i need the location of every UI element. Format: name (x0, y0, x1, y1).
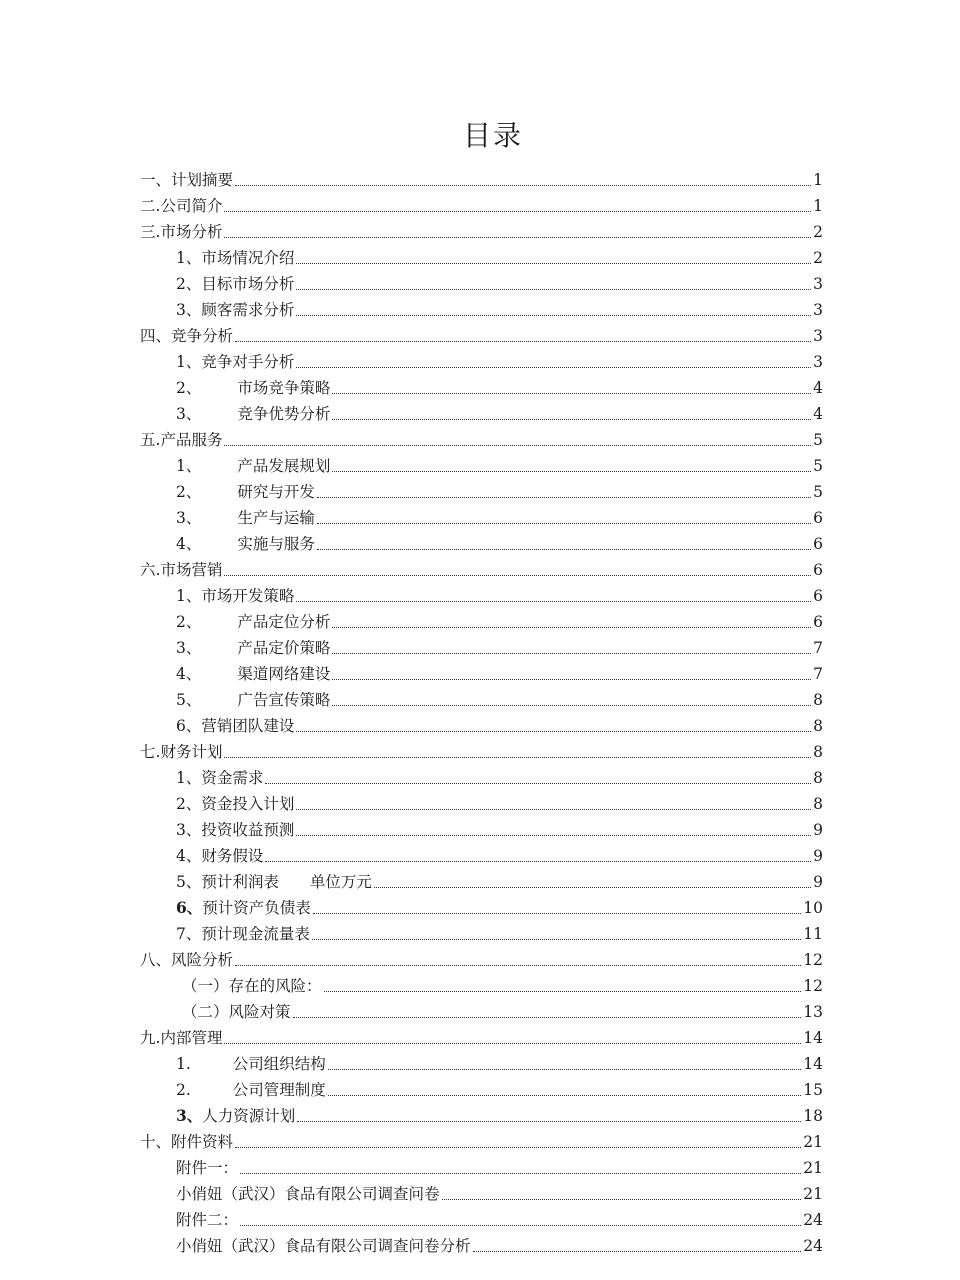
toc-leader-dots (224, 237, 811, 238)
toc-entry-number: 二. (140, 197, 161, 215)
toc-entry-label: 市场开发策略 (201, 587, 295, 605)
toc-subentry[interactable] (0, 710, 823, 736)
toc-entry-label: 预计资产负债表 (202, 899, 311, 917)
toc-entry-label: 市场竞争策略 (237, 379, 331, 397)
toc-page-number: 6 (813, 509, 823, 527)
toc-page-number: 8 (813, 795, 823, 813)
toc-entry-label: 产品定位分析 (237, 613, 331, 631)
toc-page-number: 24 (803, 1237, 823, 1255)
toc-page-number: 1 (813, 197, 823, 215)
toc-entry-label: 广告宣传策略 (237, 691, 331, 709)
toc-entry-number: 6、 (176, 898, 203, 917)
toc-leader-dots (224, 1043, 801, 1044)
toc-entry-number: （二） (182, 1003, 229, 1021)
toc-entry-label: 营销团队建设 (201, 717, 295, 735)
toc-leader-dots (224, 575, 811, 576)
toc-entry-number: 2、 (176, 275, 202, 293)
toc-entry-number: 3、 (176, 821, 202, 839)
toc-subentry[interactable] (0, 1074, 823, 1100)
toc-leader-dots (317, 549, 811, 550)
toc-subentry[interactable] (0, 450, 823, 476)
toc-subentry[interactable] (0, 372, 823, 398)
toc-entry-label: 研究与开发 (237, 483, 315, 501)
toc-page-number: 15 (803, 1081, 823, 1099)
toc-subentry[interactable] (0, 580, 823, 606)
toc-page-number: 4 (813, 379, 823, 397)
toc-leader-dots (235, 185, 811, 186)
toc-leader-dots (240, 1225, 801, 1226)
toc-page-number: 6 (813, 535, 823, 553)
toc-entry-label: 投资收益预测 (201, 821, 295, 839)
toc-leader-dots (296, 601, 811, 602)
toc-page-number: 8 (813, 691, 823, 709)
toc-entry-label: 竞争分析 (171, 327, 234, 345)
toc-leader-dots (332, 679, 811, 680)
toc-leader-dots (332, 471, 811, 472)
toc-entry-appendix[interactable] (0, 1126, 823, 1152)
toc-page-number: 21 (803, 1133, 823, 1151)
toc-entry-number: 5、 (176, 691, 202, 709)
toc-entry-label: 风险分析 (171, 951, 234, 969)
toc-subentry[interactable] (0, 788, 823, 814)
toc-entry-number: 2. (176, 1081, 191, 1099)
toc-entry-label: 产品发展规划 (237, 457, 331, 475)
toc-entry-label: 竞争优势分析 (237, 405, 331, 423)
toc-leader-dots (332, 393, 811, 394)
toc-page-number: 5 (813, 483, 823, 501)
toc-entry-number: 2、 (176, 483, 202, 501)
toc-entry-label: 公司简介 (160, 197, 223, 215)
toc-entry-label: 目标市场分析 (201, 275, 295, 293)
toc-entry-number: 6、 (176, 717, 202, 735)
toc-entry-label: 附件一： (176, 1159, 239, 1177)
toc-page-number: 12 (803, 951, 823, 969)
toc-entry-label: 存在的风险： (228, 977, 322, 995)
toc-subentry[interactable] (0, 242, 823, 268)
toc-entry-number: 四、 (140, 327, 172, 345)
toc-leader-dots (296, 289, 811, 290)
toc-entry-number: 3、 (176, 639, 202, 657)
toc-leader-dots (240, 1173, 801, 1174)
toc-entry-number: 1、 (176, 587, 202, 605)
toc-leader-dots (317, 523, 811, 524)
toc-entry-product-service[interactable] (0, 424, 823, 450)
toc-entry-plan-summary[interactable] (0, 164, 823, 190)
toc-subentry[interactable] (0, 346, 823, 372)
toc-leader-dots (332, 705, 811, 706)
toc-leader-dots (374, 887, 811, 888)
toc-leader-dots (224, 211, 811, 212)
toc-leader-dots (224, 757, 811, 758)
toc-title: 目录 (462, 119, 523, 152)
toc-entry-label: 小俏妞（武汉）食品有限公司调查问卷分析 (176, 1237, 471, 1255)
toc-leader-dots (317, 497, 811, 498)
toc-leader-dots (442, 1199, 802, 1200)
toc-entry-label: 财务计划 (160, 743, 223, 761)
toc-page-number: 14 (803, 1055, 823, 1073)
toc-leader-dots (293, 1017, 802, 1018)
toc-subentry-questionnaire[interactable] (0, 1178, 823, 1204)
toc-entry-internal-management[interactable] (0, 1022, 823, 1048)
toc-entry-number: 十、 (140, 1133, 172, 1151)
toc-entry-number: 1、 (176, 769, 202, 787)
toc-subentry[interactable] (0, 1100, 823, 1126)
toc-subentry[interactable] (0, 398, 823, 424)
toc-page-number: 2 (813, 223, 823, 241)
toc-subentry[interactable] (0, 814, 823, 840)
toc-entry-label: 公司管理制度 (232, 1081, 326, 1099)
toc-page-number: 4 (813, 405, 823, 423)
toc-entry-number: 5、 (176, 873, 202, 891)
toc-leader-dots (296, 367, 811, 368)
toc-entry-number: 4、 (176, 535, 202, 553)
toc-subentry-attachment-two[interactable] (0, 1204, 823, 1230)
toc-entry-label: 资金需求 (201, 769, 264, 787)
toc-entry-label: 实施与服务 (237, 535, 315, 553)
toc-page-number: 6 (813, 561, 823, 579)
toc-entry-number: 3、 (176, 301, 202, 319)
toc-subentry-attachment-one[interactable] (0, 1152, 823, 1178)
toc-entry-number: 七. (140, 743, 161, 761)
toc-leader-dots (324, 991, 802, 992)
toc-entry-label: 风险对策 (228, 1003, 291, 1021)
toc-entry-label: 渠道网络建设 (237, 665, 331, 683)
toc-entry-label: 财务假设 (201, 847, 264, 865)
toc-entry-number: （一） (182, 977, 229, 995)
toc-subentry[interactable] (0, 658, 823, 684)
toc-leader-dots (235, 341, 811, 342)
toc-leader-dots (224, 445, 811, 446)
toc-subentry[interactable] (0, 606, 823, 632)
toc-leader-dots (312, 939, 801, 940)
toc-entry-label: 资金投入计划 (201, 795, 295, 813)
toc-entry-number: 2、 (176, 795, 202, 813)
toc-subentry[interactable] (0, 840, 823, 866)
toc-entry-number: 3、 (176, 509, 202, 527)
toc-page-number: 2 (813, 249, 823, 267)
toc-entry-number: 八、 (140, 951, 172, 969)
toc-page-number: 21 (803, 1159, 823, 1177)
toc-entry-label: 市场情况介绍 (201, 249, 295, 267)
toc-page-number: 8 (813, 769, 823, 787)
toc-entry-label: 产品服务 (160, 431, 223, 449)
toc-page-number: 11 (803, 925, 823, 943)
toc-leader-dots (296, 263, 811, 264)
toc-entry-marketing[interactable] (0, 554, 823, 580)
toc-entry-label: 公司组织结构 (232, 1055, 326, 1073)
toc-page-number: 5 (813, 431, 823, 449)
toc-page-number: 14 (803, 1029, 823, 1047)
toc-page-number: 12 (803, 977, 823, 995)
toc-page-number: 6 (813, 587, 823, 605)
toc-entry-number: 7、 (176, 925, 202, 943)
toc-page-number: 8 (813, 743, 823, 761)
toc-subentry[interactable] (0, 1048, 823, 1074)
toc-entry-label: 人力资源计划 (202, 1107, 296, 1125)
toc-entry-competition-analysis[interactable] (0, 320, 823, 346)
toc-page-number: 5 (813, 457, 823, 475)
toc-page-number: 3 (813, 353, 823, 371)
toc-leader-dots (265, 861, 811, 862)
toc-entry-number: 1、 (176, 353, 202, 371)
toc-page-number: 7 (813, 639, 823, 657)
toc-entry-label: 附件二： (176, 1211, 239, 1229)
toc-leader-dots (296, 731, 811, 732)
toc-subentry[interactable] (0, 268, 823, 294)
toc-subentry[interactable] (0, 502, 823, 528)
toc-entry-number: 2、 (176, 379, 202, 397)
toc-page-number: 3 (813, 275, 823, 293)
toc-entry-company-profile[interactable] (0, 190, 823, 216)
toc-leader-dots (265, 783, 811, 784)
toc-page-number: 8 (813, 717, 823, 735)
toc-entry-label: 顾客需求分析 (201, 301, 295, 319)
toc-subentry[interactable] (0, 866, 823, 892)
toc-subentry-questionnaire-analysis[interactable] (0, 1230, 823, 1256)
toc-subentry[interactable] (0, 918, 823, 944)
toc-entry-label: 预计现金流量表 (201, 925, 310, 943)
toc-page-number: 3 (813, 327, 823, 345)
toc-page-number: 10 (803, 899, 823, 917)
toc-leader-dots (328, 1069, 801, 1070)
toc-subentry[interactable] (0, 892, 823, 918)
toc-entry-label: 预计利润表 单位万元 (201, 873, 372, 891)
toc-entry-label: 市场营销 (160, 561, 223, 579)
toc-entry-risk-analysis[interactable] (0, 944, 823, 970)
toc-subentry[interactable] (0, 762, 823, 788)
toc-subentry[interactable] (0, 528, 823, 554)
toc-entry-number: 4、 (176, 847, 202, 865)
toc-leader-dots (328, 1095, 801, 1096)
toc-entry-number: 2、 (176, 613, 202, 631)
toc-page-number: 9 (813, 873, 823, 891)
toc-page-number: 7 (813, 665, 823, 683)
toc-entry-number: 3、 (176, 405, 202, 423)
toc-subentry[interactable] (0, 970, 823, 996)
toc-entry-number: 4、 (176, 665, 202, 683)
toc-page-number: 3 (813, 301, 823, 319)
toc-subentry[interactable] (0, 632, 823, 658)
toc-page-number: 1 (813, 171, 823, 189)
toc-entry-label: 市场分析 (160, 223, 223, 241)
toc-subentry[interactable] (0, 684, 823, 710)
toc-page-number: 18 (803, 1107, 823, 1125)
toc-entry-number: 九. (140, 1029, 161, 1047)
toc-leader-dots (473, 1251, 802, 1252)
toc-page-number: 9 (813, 847, 823, 865)
toc-entry-number: 一、 (140, 171, 172, 189)
toc-page-number: 9 (813, 821, 823, 839)
toc-leader-dots (313, 913, 801, 914)
toc-entry-label: 计划摘要 (171, 171, 234, 189)
toc-entry-label: 小俏妞（武汉）食品有限公司调查问卷 (176, 1185, 440, 1203)
toc-leader-dots (296, 809, 811, 810)
toc-entry-number: 1. (176, 1055, 191, 1073)
toc-leader-dots (297, 1121, 801, 1122)
toc-leader-dots (296, 835, 811, 836)
toc-entry-number: 1、 (176, 457, 202, 475)
toc-subentry[interactable] (0, 996, 823, 1022)
toc-page-number: 24 (803, 1211, 823, 1229)
toc-entry-financial-plan[interactable] (0, 736, 823, 762)
toc-entry-label: 内部管理 (160, 1029, 223, 1047)
toc-entry-label: 产品定价策略 (237, 639, 331, 657)
toc-leader-dots (332, 627, 811, 628)
toc-entry-label: 竞争对手分析 (201, 353, 295, 371)
toc-entry-label: 附件资料 (171, 1133, 234, 1151)
toc-leader-dots (235, 1147, 801, 1148)
toc-page-number: 6 (813, 613, 823, 631)
toc-leader-dots (296, 315, 811, 316)
toc-entry-number: 3、 (176, 1106, 203, 1125)
toc-leader-dots (332, 419, 811, 420)
toc-entry-number: 1、 (176, 249, 202, 267)
toc-page-number: 21 (803, 1185, 823, 1203)
toc-subentry[interactable] (0, 294, 823, 320)
toc-entry-label: 生产与运输 (237, 509, 315, 527)
toc-entry-number: 六. (140, 561, 161, 579)
toc-entry-number: 三. (140, 223, 161, 241)
toc-entry-number: 五. (140, 431, 161, 449)
toc-subentry[interactable] (0, 476, 823, 502)
toc-leader-dots (332, 653, 811, 654)
toc-leader-dots (235, 965, 801, 966)
toc-entry-market-analysis[interactable] (0, 216, 823, 242)
toc-page-number: 13 (803, 1003, 823, 1021)
